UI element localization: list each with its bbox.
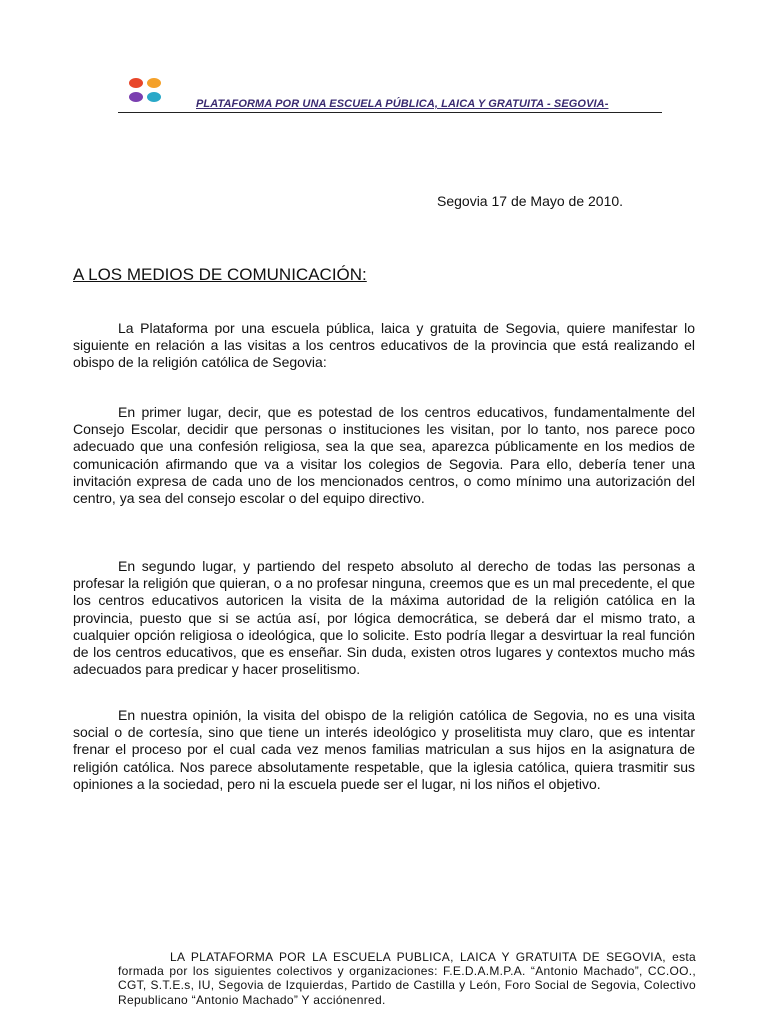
body-paragraph-1: La Plataforma por una escuela pública, laica y gratuita de Segovia, quiere manifestar lo siguiente en relación a las visitas a los centros educativos de la provincia que está realizando el obispo de la religión católica de Segovia: (73, 320, 695, 371)
footer-organizations: LA PLATAFORMA POR LA ESCUELA PUBLICA, LAICA Y GRATUITA DE SEGOVIA, esta formada por los siguientes colectivos y organizaciones: F.E.D.A.M.P.A. “Antonio Machado”, CC.OO., CGT, S.T.E.s, IU, Segovia de Izquierdas, Partido de Castilla y León, Foro Social de Segovia, Colectivo Republicano “Antonio Machado” Y acciónenred. (118, 950, 696, 1007)
letter-date: Segovia 17 de Mayo de 2010. (437, 193, 624, 209)
header-title: PLATAFORMA POR UNA ESCUELA PÚBLICA, LAICA Y GRATUITA - SEGOVIA- (196, 98, 609, 110)
logo-dot-purple (129, 92, 143, 102)
body-paragraph-2: En primer lugar, decir, que es potestad de los centros educativos, fundamentalmente del Consejo Escolar, decidir que personas o instituciones les visitan, por lo tanto, nos parece poco adecuado que una confesión religiosa, sea la que sea, aparezca públicamente en los medios de comunicación afirmando que va a visitar los colegios de Segovia. Para ello, debería tener una invitación expresa de cada uno de los mencionados centros, o como mínimo una autorización del centro, ya sea del consejo escolar o del equipo directivo. (73, 404, 695, 507)
four-dots-logo-icon (127, 76, 167, 106)
logo-dot-red (129, 78, 143, 88)
logo-dot-orange (147, 78, 161, 88)
logo-dot-cyan (147, 92, 161, 102)
letter-recipient: A LOS MEDIOS DE COMUNICACIÓN: (73, 265, 367, 284)
body-paragraph-3: En segundo lugar, y partiendo del respeto absoluto al derecho de todas las personas a profesar la religión que quieran, o a no profesar ninguna, creemos que es un mal precedente, el que los centros educativos autoricen la visita de la máxima autoridad de la religión católica en la provincia, puesto que si se actúa así, por lógica democrática, se deberá dar el mismo trato, a cualquier opción religiosa o ideológica, que lo solicite. Esto podría llegar a desvirtuar la real función de los centros educativos, que es enseñar. Sin duda, existen otros lugares y contextos mucho más adecuados para predicar y hacer proselitismo. (73, 558, 695, 678)
body-paragraph-4: En nuestra opinión, la visita del obispo de la religión católica de Segovia, no es una visita social o de cortesía, sino que tiene un interés ideológico y proselitista muy claro, que es intentar frenar el proceso por el cual cada vez menos familias matriculan a sus hijos en la asignatura de religión católica. Nos parece absolutamente respetable, que la iglesia católica, quiera trasmitir sus opiniones a la sociedad, pero ni la escuela puede ser el lugar, ni los niños el objetivo. (73, 707, 695, 792)
header-divider (118, 112, 662, 113)
